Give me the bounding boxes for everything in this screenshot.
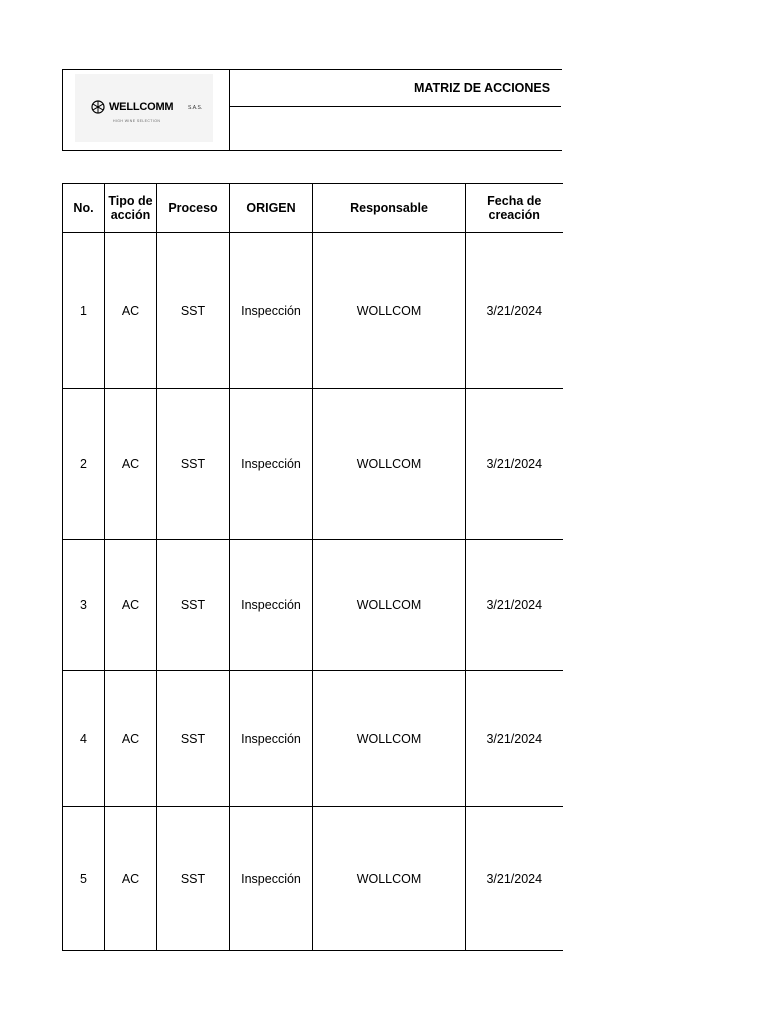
- cell-proceso: SST: [157, 807, 230, 951]
- cell-proceso: SST: [157, 233, 230, 389]
- title-cell: [230, 70, 561, 107]
- table-row: [63, 233, 563, 389]
- cell-responsable: WOLLCOM: [313, 233, 466, 389]
- document-title: MATRIZ DE ACCIONES: [414, 81, 551, 95]
- cell-no: 5: [63, 807, 105, 951]
- cell-proceso: SST: [157, 540, 230, 671]
- snowflake-icon: [91, 100, 105, 114]
- column-header-tipo: Tipo de acción: [105, 184, 157, 233]
- cell-responsable: WOLLCOM: [313, 389, 466, 540]
- cell-responsable: WOLLCOM: [313, 540, 466, 671]
- column-header-no: No.: [63, 184, 105, 233]
- company-logo: [75, 74, 213, 142]
- actions-table: [62, 183, 563, 951]
- table-row: [63, 389, 563, 540]
- logo-wordmark: WELLCOMM: [109, 101, 174, 113]
- logo-tagline: HIGH WINE SELECTION: [113, 119, 161, 123]
- cell-origen: Inspección: [230, 807, 313, 951]
- table-row: [63, 671, 563, 807]
- cell-tipo: AC: [105, 233, 157, 389]
- cell-origen: Inspección: [230, 671, 313, 807]
- cell-responsable: WOLLCOM: [313, 807, 466, 951]
- table-row: [63, 540, 563, 671]
- cell-tipo: AC: [105, 389, 157, 540]
- cell-no: 2: [63, 389, 105, 540]
- cell-tipo: AC: [105, 540, 157, 671]
- logo-suffix: S.A.S.: [188, 105, 203, 111]
- column-header-origen: ORIGEN: [230, 184, 313, 233]
- cell-no: 3: [63, 540, 105, 671]
- cell-proceso: SST: [157, 389, 230, 540]
- cell-tipo: AC: [105, 671, 157, 807]
- cell-responsable: WOLLCOM: [313, 671, 466, 807]
- cell-origen: Inspección: [230, 540, 313, 671]
- document-header: [62, 69, 562, 151]
- column-header-responsable: Responsable: [313, 184, 466, 233]
- cell-fecha: 3/21/2024: [466, 671, 563, 807]
- cell-origen: Inspección: [230, 389, 313, 540]
- logo-cell: [63, 70, 230, 150]
- column-header-fecha: Fecha de creación: [466, 184, 563, 233]
- cell-tipo: AC: [105, 807, 157, 951]
- cell-fecha: 3/21/2024: [466, 540, 563, 671]
- table-header-row: [63, 184, 563, 233]
- cell-fecha: 3/21/2024: [466, 807, 563, 951]
- cell-fecha: 3/21/2024: [466, 233, 563, 389]
- table-row: [63, 807, 563, 951]
- column-header-proceso: Proceso: [157, 184, 230, 233]
- cell-origen: Inspección: [230, 233, 313, 389]
- cell-proceso: SST: [157, 671, 230, 807]
- cell-fecha: 3/21/2024: [466, 389, 563, 540]
- cell-no: 1: [63, 233, 105, 389]
- cell-no: 4: [63, 671, 105, 807]
